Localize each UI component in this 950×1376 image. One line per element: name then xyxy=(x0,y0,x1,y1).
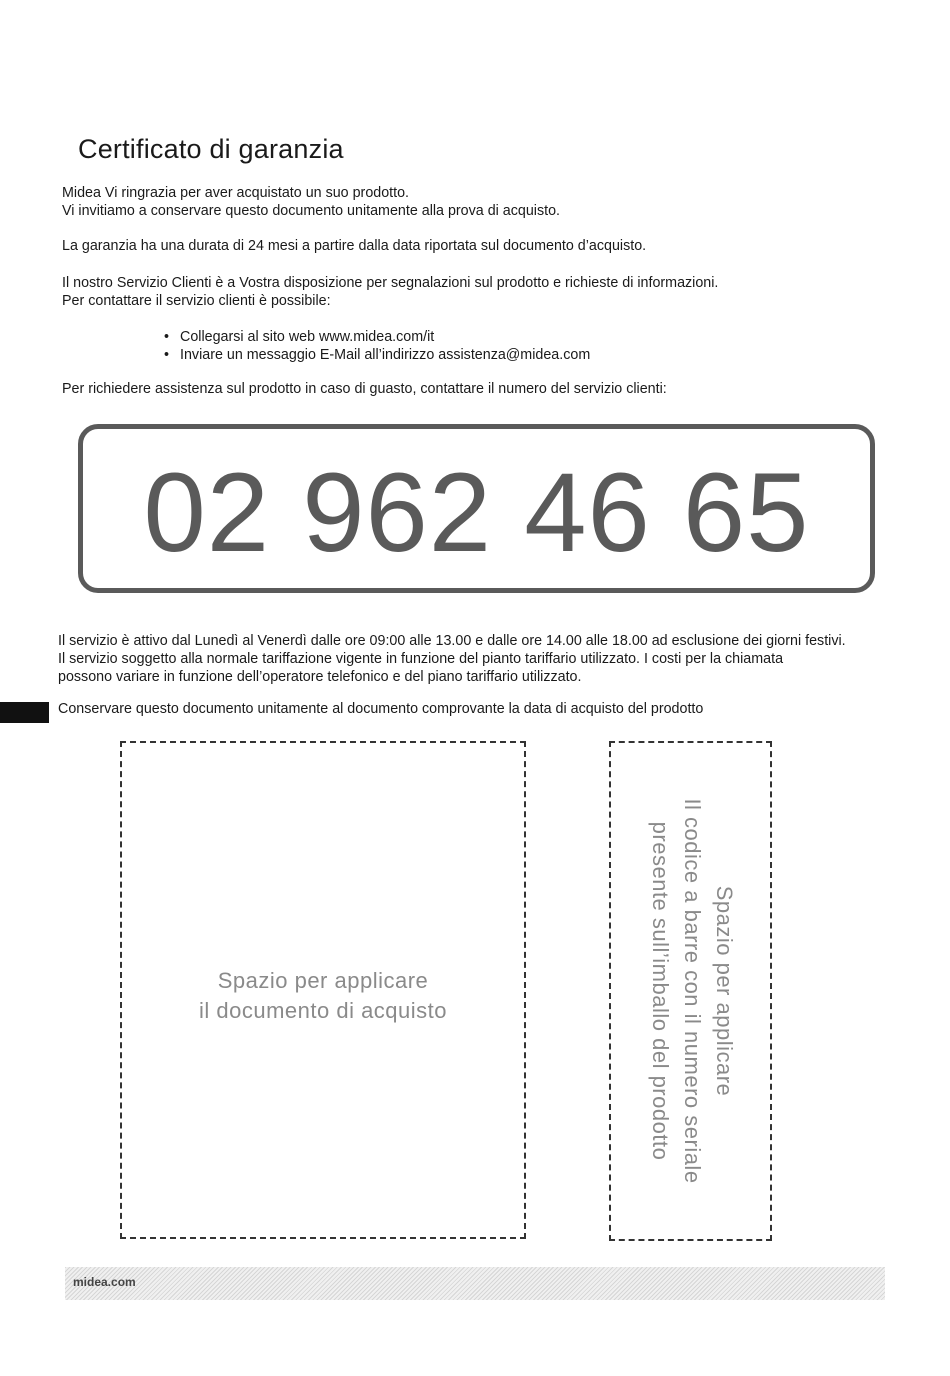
list-item xyxy=(164,346,590,364)
intro-line-1: Midea Vi ringrazia per aver acquistato un suo prodotto. xyxy=(62,185,410,201)
barcode-placeholder-line-1: Spazio per applicare xyxy=(712,885,737,1097)
receipt-placeholder-line-2: il documento di acquisto xyxy=(198,998,448,1023)
intro-paragraph xyxy=(62,184,560,220)
hours-line-3: possono variare in funzione dell’operatore telefonico e del piano tariffario utilizzato. xyxy=(58,669,582,685)
receipt-placeholder-box xyxy=(120,741,526,1239)
footer-brand-link[interactable]: midea.com xyxy=(73,1275,136,1289)
service-line-2: Per contattare il servizio clienti è possibile: xyxy=(62,293,331,309)
bullet-icon: • xyxy=(164,347,170,363)
barcode-placeholder-line-3: presente sull’imballo del prodotto xyxy=(648,821,673,1161)
keep-document-note: Conservare questo documento unitamente al documento comprovante la data di acquisto del prodotto xyxy=(58,701,704,717)
bullet-icon: • xyxy=(164,329,170,345)
receipt-placeholder-text xyxy=(122,966,524,1026)
hours-paragraph xyxy=(58,632,846,686)
side-tab-marker xyxy=(0,702,49,723)
assistance-paragraph xyxy=(62,380,667,398)
phone-number-box xyxy=(78,424,875,593)
warranty-paragraph xyxy=(62,237,646,255)
footer-band xyxy=(65,1267,885,1300)
phone-number: 02 962 46 65 xyxy=(143,450,810,575)
intro-line-2: Vi invitiamo a conservare questo documento unitamente alla prova di acquisto. xyxy=(62,203,561,219)
receipt-placeholder-line-1: Spazio per applicare xyxy=(217,968,429,993)
contact-website: Collegarsi al sito web www.midea.com/it xyxy=(180,329,435,345)
barcode-placeholder-line-2: Il codice a barre con il numero seriale xyxy=(680,798,705,1184)
service-paragraph xyxy=(62,274,718,310)
hours-line-2: Il servizio soggetto alla normale tariffazione vigente in funzione del pianto tariffario utilizzato. I costi per la chiamata xyxy=(58,651,784,667)
page-title: Certificato di garanzia xyxy=(78,134,344,164)
barcode-placeholder-text xyxy=(644,756,740,1226)
contact-list xyxy=(164,328,590,364)
contact-email: Inviare un messaggio E-Mail all’indirizzo assistenza@midea.com xyxy=(180,347,591,363)
warranty-text: La garanzia ha una durata di 24 mesi a partire dalla data riportata sul documento d’acquisto. xyxy=(62,238,647,254)
service-line-1: Il nostro Servizio Clienti è a Vostra disposizione per segnalazioni sul prodotto e richieste di informazioni. xyxy=(62,275,719,291)
assistance-text: Per richiedere assistenza sul prodotto in caso di guasto, contattare il numero del servizio clienti: xyxy=(62,381,667,397)
list-item xyxy=(164,328,590,346)
hours-line-1: Il servizio è attivo dal Lunedì al Venerdì dalle ore 09:00 alle 13.00 e dalle ore 14.00 alle 18.00 ad esclusione dei giorni festivi. xyxy=(58,633,846,649)
barcode-placeholder-box xyxy=(609,741,772,1241)
